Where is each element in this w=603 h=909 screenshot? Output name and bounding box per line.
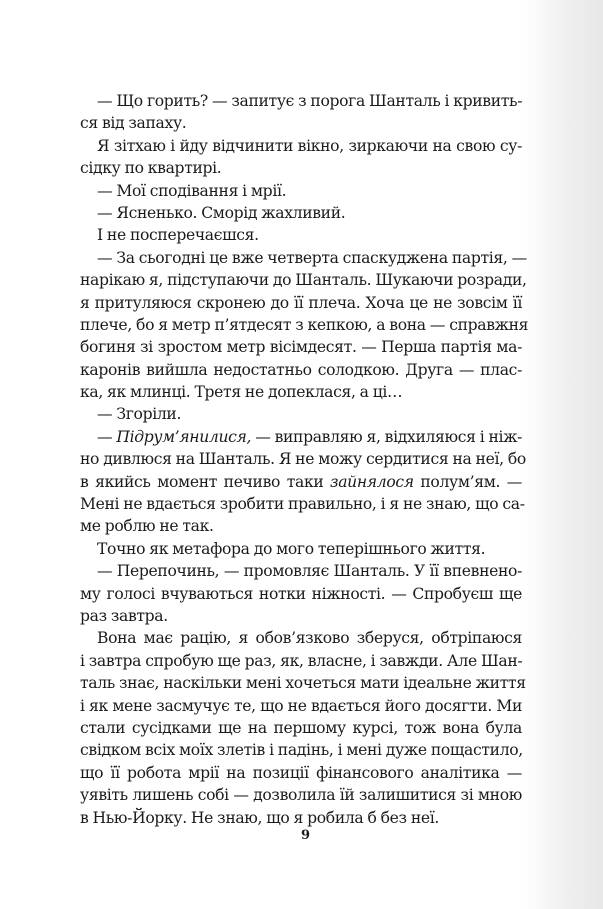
text-line: і як мене засмучує те, що не вдається його досягти. Ми (80, 696, 522, 715)
paragraph (80, 90, 522, 135)
text-line: — Підрум’янилися, — виправляю я, відхиляюся і ніж- (97, 427, 523, 446)
text-line: я притуляюся скронею до її плеча. Хоча це не зовсім її (80, 293, 522, 312)
text-line: ме роблю не так. (80, 517, 214, 536)
text-line: плече, бо я метр п’ятдесят з кепкою, а вона — справжня (80, 315, 529, 334)
text-line: Я зітхаю і йду відчинити вікно, зиркаючи на свою су- (97, 136, 522, 155)
page-number-value: 9 (300, 828, 311, 843)
text-line: в Нью-Йорку. Не знаю, що я робила б без неї. (80, 808, 439, 827)
text-line: богиня зі зростом метр вісімдесят. — Перша партія ма- (80, 338, 522, 357)
text-line: раз завтра. (80, 606, 168, 625)
text-line: — Що горить? — запитує з порога Шанталь і кривить- (97, 92, 523, 110)
text-line: — За сьогодні це вже четверта спаскуджена партія, — (97, 248, 527, 267)
text-line: свідком всіх моїх злетів і падінь, і мені дуже пощастило, (80, 741, 523, 760)
italic-text: зайнялося (330, 472, 414, 491)
text-line: ка, як млинці. Третя не допеклася, а ці… (80, 383, 403, 402)
text-line: Точно як метафора до мого теперішнього життя. (97, 539, 486, 558)
text-line: і завтра спробую ще раз, як, власне, і завжди. Але Шан- (80, 651, 523, 670)
text-line: нарікаю я, підступаючи до Шанталь. Шукаючи розради, (80, 271, 527, 290)
page-number (0, 828, 603, 843)
paragraph (80, 224, 522, 246)
paragraph (80, 627, 526, 829)
paragraph (80, 426, 526, 538)
text-line: каронів вийшла недостатньо солодкою. Друга — плас- (80, 360, 522, 379)
text-line: — Згоріли. (97, 405, 182, 424)
text-line: — Мої сподівання і мрії. (97, 181, 287, 200)
text-line: стали сусідками ще на першому курсі, тож вона була (80, 718, 522, 737)
paragraph (80, 560, 522, 627)
text-line: уявіть лишень собі — дозволила їй залишитися зі мною (80, 786, 522, 805)
paragraph (80, 202, 522, 224)
text-line: таль знає, наскільки мені хочеться мати ідеальне життя (80, 674, 526, 693)
italic-text: Підрум’янилися, (116, 427, 252, 446)
page-body-text (80, 90, 529, 829)
text-line: що її робота мрії на позиції фінансового аналітика — (80, 763, 522, 782)
paragraph (80, 403, 522, 425)
text-line: І не посперечаєшся. (97, 226, 259, 245)
text-line: — Перепочинь, — промовляє Шанталь. У її впевнено- (97, 562, 522, 581)
text-line: но дивлюся на Шанталь. Я не можу сердитися на неї, бо (80, 450, 526, 469)
paragraph (80, 538, 522, 560)
text-line: му голосі вчуваються нотки ніжності. — Спробуєш ще (80, 584, 522, 603)
text-line: ся від запаху. (80, 114, 187, 133)
text-line: — Ясненько. Сморід жахливий. (97, 203, 346, 222)
paragraph (80, 180, 522, 202)
text-line: Мені не вдається зробити правильно, і я не знаю, що са- (80, 495, 525, 514)
paragraph (80, 135, 522, 180)
text-line: в якийсь момент печиво таки зайнялося полум’ям. — (80, 472, 522, 491)
text-line: Вона має рацію, я обов’язково зберуся, обтріпаюся (97, 629, 522, 648)
text-line: сідку по квартирі. (80, 159, 222, 178)
paragraph (80, 247, 529, 404)
